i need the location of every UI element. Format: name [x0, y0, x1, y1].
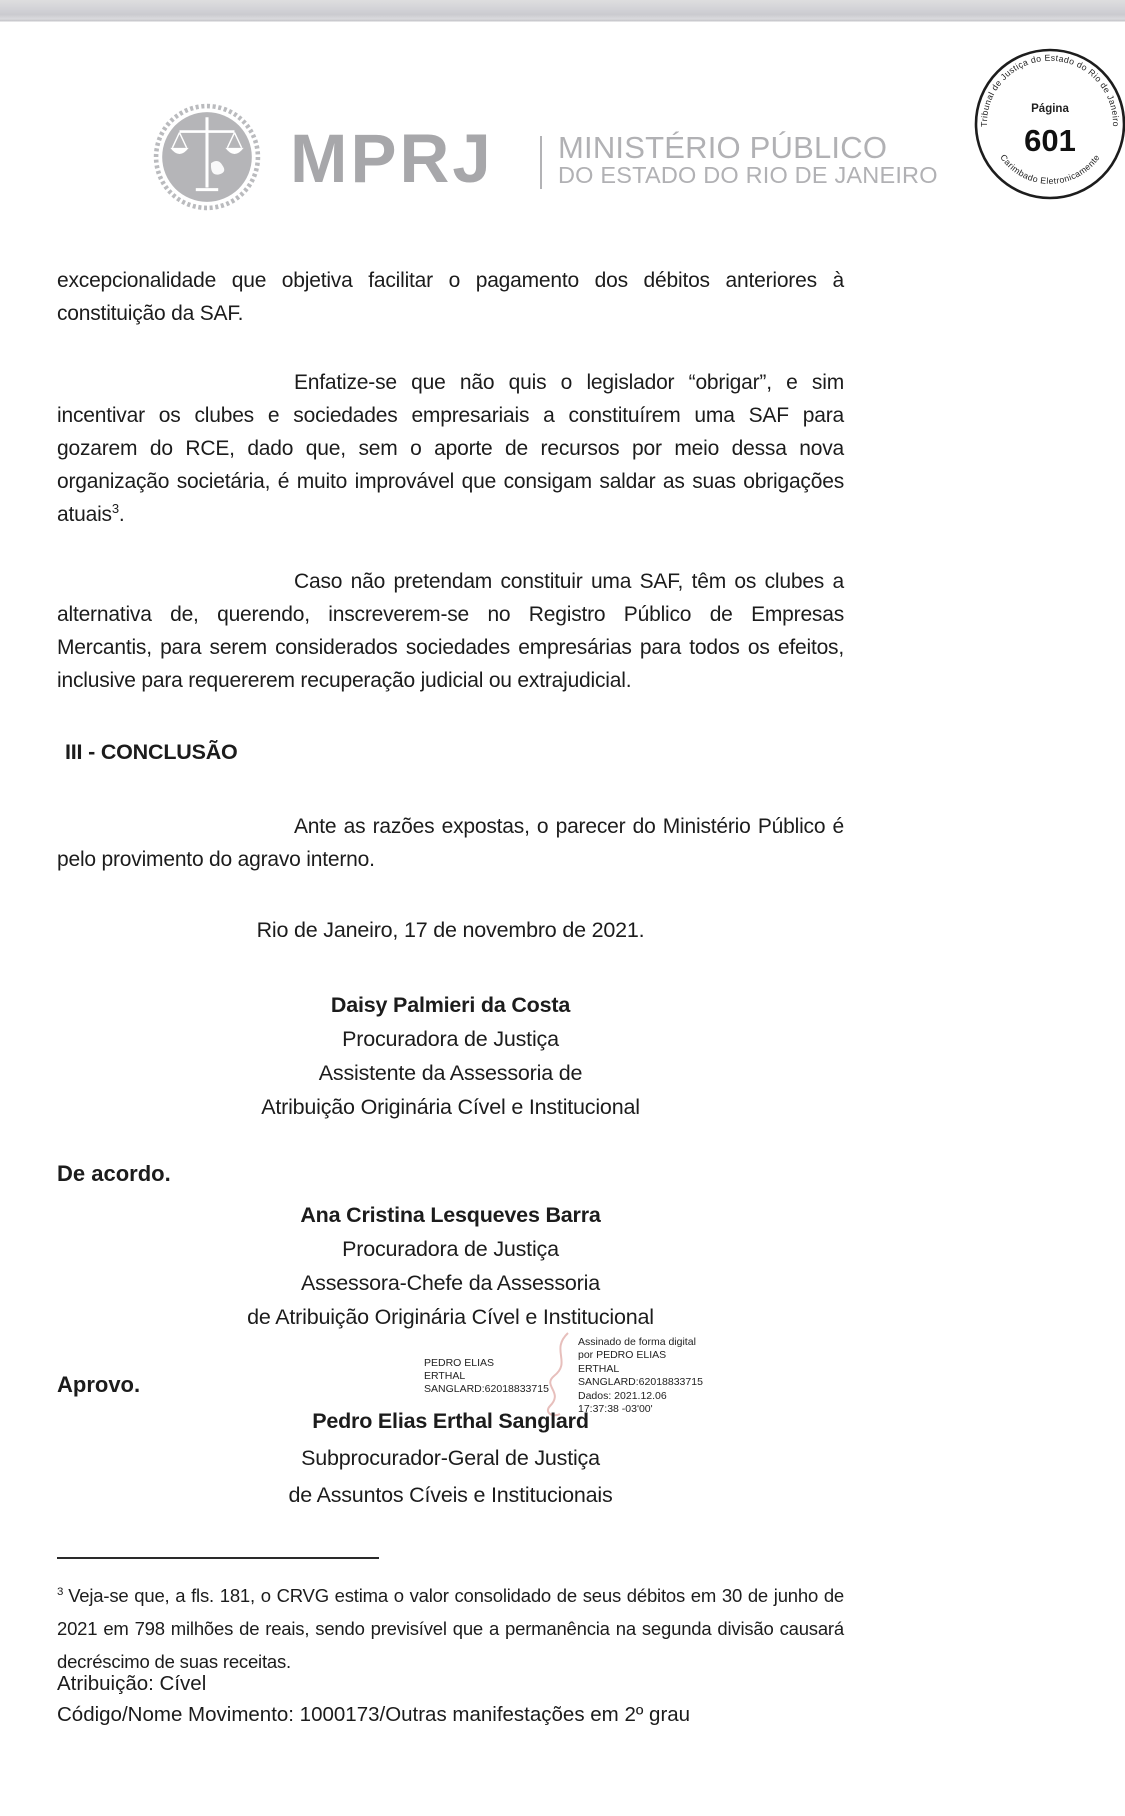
digital-signature-detail-line: Dados: 2021.12.06: [578, 1389, 667, 1402]
digital-signature-detail-line: 17:37:38 -03'00': [578, 1403, 653, 1415]
paragraph-line: excepcionalidade que objetiva facilitar o pagamento dos débitos anteriores à: [57, 269, 844, 292]
paragraph-line: Ante as razões expostas, o parecer do Ministério Público é: [294, 815, 844, 838]
signatory-role: Assistente da Assessoria de: [318, 1061, 583, 1085]
signature-block-daisy: [57, 988, 844, 1124]
movement-line: Código/Nome Movimento: 1000173/Outras manifestações em 2º grau: [57, 1703, 691, 1726]
footnote-text: Veja-se que, a fls. 181, o CRVG estima o valor consolidado de seus débitos em 30 de junho de: [68, 1585, 844, 1606]
footnote-line: [57, 1579, 844, 1612]
footnote-separator: [57, 1557, 379, 1559]
signatory-role: Subprocurador-Geral de Justiça: [301, 1446, 600, 1470]
paragraph-line: Mercantis, para serem considerados sociedades empresárias para todos os efeitos,: [57, 636, 844, 659]
stamp-page-number: 601: [1024, 123, 1076, 158]
dateline: Rio de Janeiro, 17 de novembro de 2021.: [256, 918, 645, 942]
mprj-seal-icon: [152, 102, 262, 212]
footnote-line: decréscimo de suas receitas.: [57, 1651, 291, 1672]
signatory-name: Pedro Elias Erthal Sanglard: [312, 1409, 589, 1433]
paragraph-line: [57, 498, 844, 531]
paragraph-line: inclusive para requererem recuperação judicial ou extrajudicial.: [57, 669, 632, 692]
section-heading: III - CONCLUSÃO: [65, 740, 238, 764]
footnote: [57, 1579, 844, 1678]
paragraph-line: Caso não pretendam constituir uma SAF, têm os clubes a: [294, 570, 844, 593]
signature-block-ana: [57, 1198, 844, 1334]
logo-divider: [540, 136, 542, 189]
aprovo-label: Aprovo.: [57, 1372, 141, 1397]
signatory-role: de Assuntos Cíveis e Institucionais: [288, 1483, 613, 1507]
paragraph-text: .: [118, 503, 125, 526]
paragraph-text: atuais: [57, 503, 112, 526]
signatory-role: Procuradora de Justiça: [342, 1237, 559, 1261]
signatory-role: Assessora-Chefe da Assessoria: [301, 1271, 600, 1295]
digital-signature-subject: [424, 1356, 549, 1396]
digital-signature-detail-line: Assinado de forma digital: [578, 1335, 696, 1348]
signatory-role: Atribuição Originária Cível e Institucional: [261, 1095, 640, 1119]
paragraph-line: pelo provimento do agravo interno.: [57, 848, 375, 871]
digital-signature-subject-line: PEDRO ELIAS ERTHAL: [424, 1356, 495, 1382]
logo-acronym: MPRJ: [290, 120, 494, 197]
paragraph-line: Enfatize-se que não quis o legislador “obrigar”, e sim: [294, 371, 844, 394]
signature-block-pedro: [57, 1403, 844, 1514]
digital-signature-subject-line: SANGLARD:62018833715: [424, 1382, 549, 1395]
footnote-marker: 3: [57, 1585, 64, 1598]
stamp-arc-top-text: Tribunal de Justiça do Estado do Rio de Janeiro: [978, 52, 1122, 127]
footnote-reference: 3: [111, 501, 119, 516]
paragraph-line: incentivar os clubes e sociedades empresariais a constituírem uma SAF para: [57, 404, 844, 427]
paragraph-line: gozarem do RCE, dado que, sem o aporte de recursos por meio dessa nova: [57, 437, 844, 460]
paragraph-2: [57, 366, 844, 531]
digital-signature-detail-line: por PEDRO ELIAS ERTHAL: [578, 1349, 667, 1375]
document-footer: [57, 1668, 844, 1730]
signatory-role: Procuradora de Justiça: [342, 1027, 559, 1051]
de-acordo-label: De acordo.: [57, 1161, 171, 1186]
org-name-line2: DO ESTADO DO RIO DE JANEIRO: [558, 162, 938, 188]
paragraph-line: constituição da SAF.: [57, 302, 244, 325]
paragraph-3: [57, 565, 844, 697]
paragraph-line: organização societária, é muito improvável que consigam saldar as suas obrigações: [57, 470, 844, 493]
attribution-line: Atribuição: Cível: [57, 1672, 207, 1695]
signatory-name: Ana Cristina Lesqueves Barra: [300, 1203, 601, 1227]
signatory-role: de Atribuição Originária Cível e Institucional: [247, 1305, 654, 1329]
org-name-line1: MINISTÉRIO PÚBLICO: [558, 130, 888, 165]
scanner-edge-bar: [0, 0, 1125, 22]
digital-signature-detail-line: SANGLARD:62018833715: [578, 1376, 703, 1388]
paragraph-line: alternativa de, querendo, inscreverem-se no Registro Público de Empresas: [57, 603, 844, 626]
paragraph-1: [57, 264, 844, 330]
paragraph-4: [57, 810, 844, 876]
signatory-name: Daisy Palmieri da Costa: [330, 993, 571, 1017]
page-stamp: [972, 46, 1125, 202]
footnote-line: 2021 em 798 milhões de reais, sendo previsível que a permanência na segunda divisão causará: [57, 1618, 844, 1639]
stamp-page-label: Página: [1031, 103, 1069, 115]
stamp-arc-bottom-text: Carimbado Eletronicamente: [998, 152, 1102, 186]
